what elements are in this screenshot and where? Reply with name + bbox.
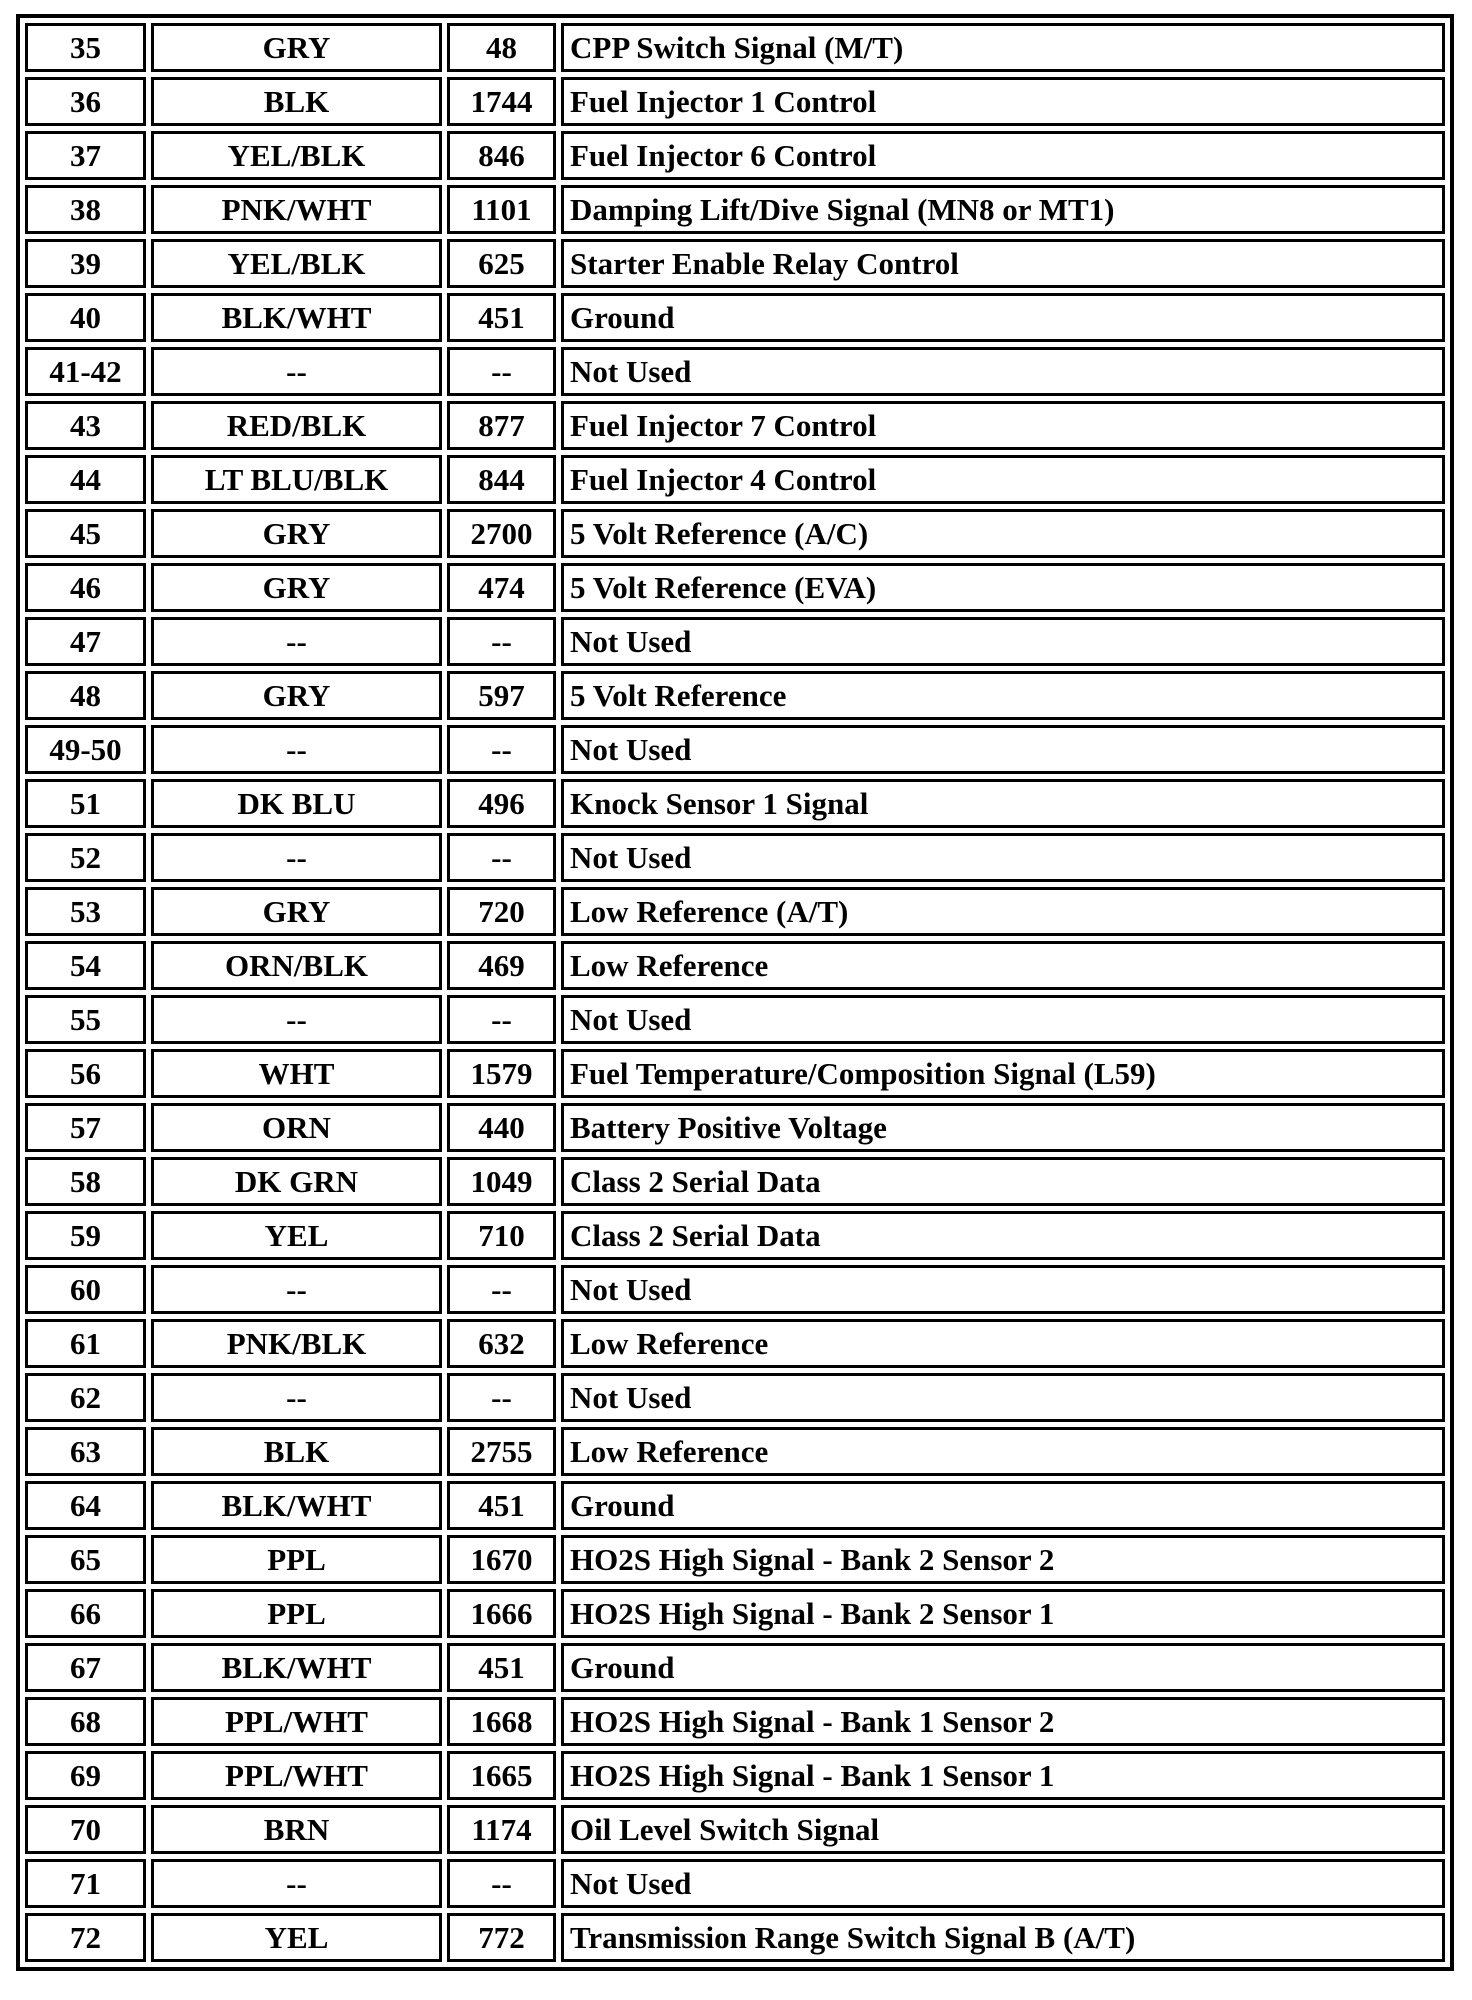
pin-function-cell: Not Used: [561, 1265, 1445, 1314]
wire-color-cell: --: [151, 617, 442, 666]
table-row: [25, 887, 1445, 936]
pin-number-cell: 38: [25, 185, 146, 234]
pin-function-cell: Class 2 Serial Data: [561, 1211, 1445, 1260]
wire-color-cell: WHT: [151, 1049, 442, 1098]
pin-function-cell: Not Used: [561, 833, 1445, 882]
table-row: [25, 131, 1445, 180]
pin-function-cell: Low Reference: [561, 1427, 1445, 1476]
circuit-number-cell: --: [447, 1373, 556, 1422]
pin-function-cell: Not Used: [561, 347, 1445, 396]
table-row: [25, 1481, 1445, 1530]
pin-function-cell: Starter Enable Relay Control: [561, 239, 1445, 288]
pin-number-cell: 61: [25, 1319, 146, 1368]
circuit-number-cell: 1668: [447, 1697, 556, 1746]
pin-number-cell: 40: [25, 293, 146, 342]
pin-function-cell: Class 2 Serial Data: [561, 1157, 1445, 1206]
wire-color-cell: ORN: [151, 1103, 442, 1152]
table-row: [25, 617, 1445, 666]
circuit-number-cell: 474: [447, 563, 556, 612]
pin-function-cell: Ground: [561, 1643, 1445, 1692]
pin-number-cell: 62: [25, 1373, 146, 1422]
pin-function-cell: Fuel Injector 4 Control: [561, 455, 1445, 504]
table-row: [25, 1859, 1445, 1908]
pinout-table-body: [25, 23, 1445, 1962]
circuit-number-cell: 469: [447, 941, 556, 990]
circuit-number-cell: 877: [447, 401, 556, 450]
table-row: [25, 1697, 1445, 1746]
pin-function-cell: Not Used: [561, 725, 1445, 774]
circuit-number-cell: 440: [447, 1103, 556, 1152]
pin-number-cell: 52: [25, 833, 146, 882]
pin-function-cell: Battery Positive Voltage: [561, 1103, 1445, 1152]
pin-number-cell: 43: [25, 401, 146, 450]
table-row: [25, 293, 1445, 342]
pin-function-cell: Low Reference: [561, 941, 1445, 990]
pin-number-cell: 53: [25, 887, 146, 936]
table-row: [25, 1913, 1445, 1962]
circuit-number-cell: --: [447, 833, 556, 882]
wire-color-cell: PPL/WHT: [151, 1751, 442, 1800]
table-row: [25, 509, 1445, 558]
table-row: [25, 1643, 1445, 1692]
wire-color-cell: --: [151, 347, 442, 396]
circuit-number-cell: 1174: [447, 1805, 556, 1854]
wire-color-cell: --: [151, 1373, 442, 1422]
pin-number-cell: 45: [25, 509, 146, 558]
circuit-number-cell: 844: [447, 455, 556, 504]
circuit-number-cell: 710: [447, 1211, 556, 1260]
wire-color-cell: LT BLU/BLK: [151, 455, 442, 504]
circuit-number-cell: 772: [447, 1913, 556, 1962]
wire-color-cell: --: [151, 833, 442, 882]
wire-color-cell: GRY: [151, 23, 442, 72]
table-row: [25, 239, 1445, 288]
pin-number-cell: 36: [25, 77, 146, 126]
pin-function-cell: Knock Sensor 1 Signal: [561, 779, 1445, 828]
wire-color-cell: YEL/BLK: [151, 131, 442, 180]
table-row: [25, 1211, 1445, 1260]
pin-function-cell: 5 Volt Reference: [561, 671, 1445, 720]
circuit-number-cell: --: [447, 1859, 556, 1908]
pin-function-cell: 5 Volt Reference (EVA): [561, 563, 1445, 612]
wire-color-cell: RED/BLK: [151, 401, 442, 450]
circuit-number-cell: 451: [447, 1481, 556, 1530]
pin-number-cell: 65: [25, 1535, 146, 1584]
table-row: [25, 941, 1445, 990]
table-row: [25, 671, 1445, 720]
circuit-number-cell: 1666: [447, 1589, 556, 1638]
wire-color-cell: DK GRN: [151, 1157, 442, 1206]
table-row: [25, 1535, 1445, 1584]
pin-function-cell: Low Reference: [561, 1319, 1445, 1368]
table-row: [25, 1319, 1445, 1368]
pin-number-cell: 55: [25, 995, 146, 1044]
pin-function-cell: Fuel Temperature/Composition Signal (L59): [561, 1049, 1445, 1098]
circuit-number-cell: 1579: [447, 1049, 556, 1098]
table-row: [25, 1265, 1445, 1314]
table-row: [25, 1103, 1445, 1152]
pin-number-cell: 69: [25, 1751, 146, 1800]
wire-color-cell: --: [151, 1265, 442, 1314]
pin-number-cell: 41-42: [25, 347, 146, 396]
table-row: [25, 455, 1445, 504]
wire-color-cell: GRY: [151, 563, 442, 612]
pin-number-cell: 37: [25, 131, 146, 180]
circuit-number-cell: --: [447, 347, 556, 396]
pin-function-cell: Not Used: [561, 1373, 1445, 1422]
circuit-number-cell: 48: [447, 23, 556, 72]
pin-function-cell: Low Reference (A/T): [561, 887, 1445, 936]
table-row: [25, 779, 1445, 828]
pin-number-cell: 67: [25, 1643, 146, 1692]
wire-color-cell: BLK/WHT: [151, 293, 442, 342]
pin-number-cell: 54: [25, 941, 146, 990]
wire-color-cell: YEL: [151, 1211, 442, 1260]
table-row: [25, 1427, 1445, 1476]
wire-color-cell: PPL: [151, 1589, 442, 1638]
pin-function-cell: Transmission Range Switch Signal B (A/T): [561, 1913, 1445, 1962]
pin-number-cell: 59: [25, 1211, 146, 1260]
table-row: [25, 1805, 1445, 1854]
pin-number-cell: 47: [25, 617, 146, 666]
table-row: [25, 23, 1445, 72]
pin-number-cell: 64: [25, 1481, 146, 1530]
pin-number-cell: 58: [25, 1157, 146, 1206]
pin-function-cell: Fuel Injector 6 Control: [561, 131, 1445, 180]
circuit-number-cell: 1049: [447, 1157, 556, 1206]
wire-color-cell: YEL: [151, 1913, 442, 1962]
table-row: [25, 833, 1445, 882]
wire-color-cell: BLK/WHT: [151, 1643, 442, 1692]
table-row: [25, 1049, 1445, 1098]
pin-function-cell: Not Used: [561, 1859, 1445, 1908]
circuit-number-cell: --: [447, 725, 556, 774]
wire-color-cell: PPL: [151, 1535, 442, 1584]
pin-function-cell: Ground: [561, 293, 1445, 342]
pin-function-cell: Not Used: [561, 617, 1445, 666]
circuit-number-cell: 632: [447, 1319, 556, 1368]
table-row: [25, 1589, 1445, 1638]
circuit-number-cell: --: [447, 617, 556, 666]
wire-color-cell: BLK: [151, 77, 442, 126]
pin-function-cell: CPP Switch Signal (M/T): [561, 23, 1445, 72]
wire-color-cell: GRY: [151, 887, 442, 936]
wire-color-cell: BLK: [151, 1427, 442, 1476]
pin-number-cell: 49-50: [25, 725, 146, 774]
wire-color-cell: PPL/WHT: [151, 1697, 442, 1746]
table-row: [25, 1373, 1445, 1422]
pin-number-cell: 46: [25, 563, 146, 612]
wire-color-cell: PNK/BLK: [151, 1319, 442, 1368]
pin-number-cell: 57: [25, 1103, 146, 1152]
pin-number-cell: 66: [25, 1589, 146, 1638]
pin-number-cell: 56: [25, 1049, 146, 1098]
circuit-number-cell: 496: [447, 779, 556, 828]
circuit-number-cell: 1744: [447, 77, 556, 126]
circuit-number-cell: 1665: [447, 1751, 556, 1800]
table-row: [25, 347, 1445, 396]
wire-color-cell: --: [151, 725, 442, 774]
wire-color-cell: GRY: [151, 671, 442, 720]
pin-function-cell: HO2S High Signal - Bank 1 Sensor 1: [561, 1751, 1445, 1800]
wire-color-cell: ORN/BLK: [151, 941, 442, 990]
wire-color-cell: YEL/BLK: [151, 239, 442, 288]
pin-number-cell: 70: [25, 1805, 146, 1854]
wire-color-cell: --: [151, 1859, 442, 1908]
circuit-number-cell: 597: [447, 671, 556, 720]
circuit-number-cell: 451: [447, 293, 556, 342]
connector-pinout-table: [16, 14, 1454, 1971]
wire-color-cell: BLK/WHT: [151, 1481, 442, 1530]
pin-number-cell: 48: [25, 671, 146, 720]
pin-function-cell: HO2S High Signal - Bank 2 Sensor 2: [561, 1535, 1445, 1584]
table-row: [25, 77, 1445, 126]
circuit-number-cell: 846: [447, 131, 556, 180]
pin-number-cell: 60: [25, 1265, 146, 1314]
circuit-number-cell: 1101: [447, 185, 556, 234]
circuit-number-cell: 1670: [447, 1535, 556, 1584]
table-row: [25, 563, 1445, 612]
table-row: [25, 401, 1445, 450]
pin-number-cell: 39: [25, 239, 146, 288]
pin-function-cell: HO2S High Signal - Bank 1 Sensor 2: [561, 1697, 1445, 1746]
pin-function-cell: Oil Level Switch Signal: [561, 1805, 1445, 1854]
pin-function-cell: Fuel Injector 1 Control: [561, 77, 1445, 126]
pin-function-cell: Fuel Injector 7 Control: [561, 401, 1445, 450]
table-row: [25, 725, 1445, 774]
pin-function-cell: 5 Volt Reference (A/C): [561, 509, 1445, 558]
circuit-number-cell: --: [447, 1265, 556, 1314]
table-row: [25, 1751, 1445, 1800]
pin-function-cell: HO2S High Signal - Bank 2 Sensor 1: [561, 1589, 1445, 1638]
pin-number-cell: 71: [25, 1859, 146, 1908]
pin-number-cell: 35: [25, 23, 146, 72]
circuit-number-cell: 2700: [447, 509, 556, 558]
pin-function-cell: Not Used: [561, 995, 1445, 1044]
pin-function-cell: Ground: [561, 1481, 1445, 1530]
wire-color-cell: BRN: [151, 1805, 442, 1854]
table-row: [25, 1157, 1445, 1206]
pin-number-cell: 44: [25, 455, 146, 504]
wire-color-cell: GRY: [151, 509, 442, 558]
table-row: [25, 185, 1445, 234]
circuit-number-cell: 625: [447, 239, 556, 288]
table-row: [25, 995, 1445, 1044]
pin-number-cell: 72: [25, 1913, 146, 1962]
pin-number-cell: 68: [25, 1697, 146, 1746]
pin-function-cell: Damping Lift/Dive Signal (MN8 or MT1): [561, 185, 1445, 234]
circuit-number-cell: 720: [447, 887, 556, 936]
wire-color-cell: DK BLU: [151, 779, 442, 828]
wire-color-cell: --: [151, 995, 442, 1044]
circuit-number-cell: 451: [447, 1643, 556, 1692]
pin-number-cell: 63: [25, 1427, 146, 1476]
circuit-number-cell: --: [447, 995, 556, 1044]
pin-number-cell: 51: [25, 779, 146, 828]
wire-color-cell: PNK/WHT: [151, 185, 442, 234]
circuit-number-cell: 2755: [447, 1427, 556, 1476]
